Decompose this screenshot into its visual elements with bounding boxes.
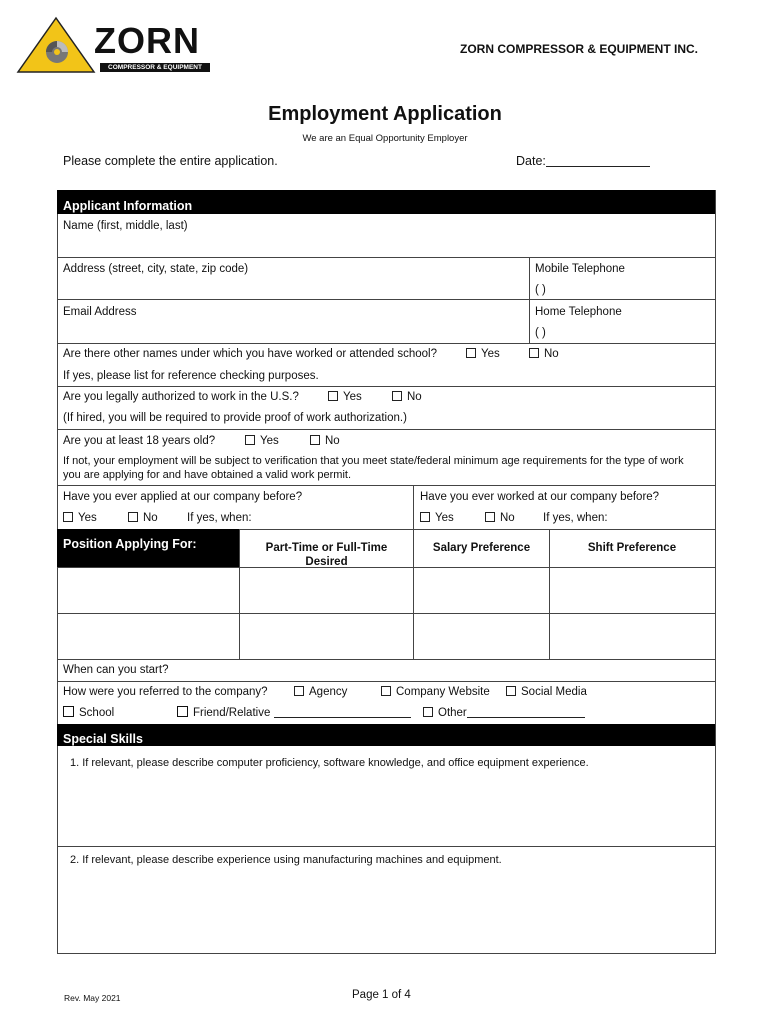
worked-question: Have you ever worked at our company before? bbox=[420, 491, 660, 503]
skills-question-2: 2. If relevant, please describe experience using manufacturing machines and equipment. bbox=[70, 854, 502, 866]
applied-question: Have you ever applied at our company before? bbox=[63, 491, 303, 503]
applied-no[interactable] bbox=[128, 511, 158, 525]
referral-agency[interactable] bbox=[294, 685, 347, 699]
logo-triangle-icon bbox=[16, 16, 96, 74]
checkbox-icon[interactable] bbox=[392, 391, 402, 401]
col-shift-header: Shift Preference bbox=[587, 542, 677, 554]
option-label: No bbox=[544, 348, 559, 360]
section-skills-heading: Special Skills bbox=[63, 732, 143, 746]
logo-tagline: COMPRESSOR & EQUIPMENT bbox=[100, 63, 210, 72]
instruction-text: Please complete the entire application. bbox=[63, 154, 278, 168]
company-name: ZORN COMPRESSOR & EQUIPMENT INC. bbox=[460, 42, 699, 56]
applied-when: If yes, when: bbox=[187, 512, 252, 524]
address-label: Address (street, city, state, zip code) bbox=[63, 263, 249, 275]
referral-social[interactable] bbox=[506, 685, 587, 699]
checkbox-icon[interactable] bbox=[63, 512, 73, 522]
position-row-2[interactable] bbox=[58, 614, 714, 658]
address-input[interactable] bbox=[58, 278, 528, 298]
applied-yes[interactable] bbox=[63, 511, 97, 525]
checkbox-icon[interactable] bbox=[466, 348, 476, 358]
option-label: Yes bbox=[481, 348, 500, 360]
option-label: Yes bbox=[78, 512, 97, 524]
skills-answer-1[interactable] bbox=[58, 772, 714, 845]
date-blank[interactable] bbox=[546, 155, 650, 167]
checkbox-icon[interactable] bbox=[485, 512, 495, 522]
other-names-note: If yes, please list for reference checking purposes. bbox=[63, 370, 319, 382]
section-applicant-information bbox=[57, 190, 715, 214]
col-parttime-line-2: Desired bbox=[305, 556, 348, 568]
checkbox-icon[interactable] bbox=[177, 706, 188, 717]
option-label: Social Media bbox=[521, 686, 587, 698]
col-salary-header: Salary Preference bbox=[432, 542, 531, 554]
age-yes[interactable] bbox=[245, 434, 279, 448]
start-question: When can you start? bbox=[63, 664, 169, 676]
position-heading-cell bbox=[57, 529, 239, 567]
other-names-yes[interactable] bbox=[466, 347, 500, 361]
authorized-question: Are you legally authorized to work in the U.S.? bbox=[63, 391, 299, 403]
option-label: No bbox=[500, 512, 515, 524]
section-special-skills bbox=[57, 724, 715, 746]
other-names-question: Are there other names under which you have worked or attended school? bbox=[63, 348, 437, 360]
option-label: Company Website bbox=[396, 686, 490, 698]
option-label: School bbox=[79, 707, 115, 719]
mobile-label: Mobile Telephone bbox=[535, 263, 625, 275]
option-label: No bbox=[143, 512, 158, 524]
option-label: Yes bbox=[343, 391, 362, 403]
col-parttime-header bbox=[240, 541, 413, 569]
referral-school[interactable] bbox=[63, 706, 114, 720]
checkbox-icon[interactable] bbox=[381, 686, 391, 696]
worked-no[interactable] bbox=[485, 511, 515, 525]
checkbox-icon[interactable] bbox=[420, 512, 430, 522]
checkbox-icon[interactable] bbox=[245, 435, 255, 445]
age-note-line-2: you are applying for and have obtained a valid work permit. bbox=[63, 469, 352, 481]
option-label: Friend/Relative bbox=[193, 707, 271, 719]
page-number: Page 1 of 4 bbox=[352, 989, 411, 1001]
date-label: Date: bbox=[516, 154, 546, 168]
skills-answer-2[interactable] bbox=[58, 870, 714, 950]
other-blank[interactable] bbox=[467, 706, 585, 718]
authorized-no[interactable] bbox=[392, 390, 422, 404]
skills-question-1: 1. If relevant, please describe computer proficiency, software knowledge, and office equipment experience. bbox=[70, 757, 589, 769]
name-input[interactable] bbox=[58, 234, 714, 256]
position-heading: Position Applying For: bbox=[63, 537, 197, 551]
home-input[interactable]: ( ) bbox=[535, 327, 546, 339]
option-label: No bbox=[407, 391, 422, 403]
checkbox-icon[interactable] bbox=[310, 435, 320, 445]
worked-yes[interactable] bbox=[420, 511, 454, 525]
checkbox-icon[interactable] bbox=[294, 686, 304, 696]
name-label: Name (first, middle, last) bbox=[63, 220, 188, 232]
logo-wordmark: ZORN bbox=[94, 20, 200, 61]
home-label: Home Telephone bbox=[535, 306, 622, 318]
company-logo bbox=[16, 16, 212, 76]
referral-website[interactable] bbox=[381, 685, 490, 699]
checkbox-icon[interactable] bbox=[506, 686, 516, 696]
age-note-line-1: If not, your employment will be subject to verification that you meet state/federal minimum age requirements for the type of work bbox=[63, 455, 684, 467]
age-no[interactable] bbox=[310, 434, 340, 448]
email-label: Email Address bbox=[63, 306, 137, 318]
page-subtitle: We are an Equal Opportunity Employer bbox=[302, 133, 468, 144]
revision-date: Rev. May 2021 bbox=[64, 993, 121, 1003]
checkbox-icon[interactable] bbox=[328, 391, 338, 401]
authorized-yes[interactable] bbox=[328, 390, 362, 404]
referral-friend[interactable] bbox=[177, 706, 411, 720]
checkbox-icon[interactable] bbox=[63, 706, 74, 717]
option-label: Other bbox=[438, 707, 467, 719]
worked-when: If yes, when: bbox=[543, 512, 608, 524]
option-label: Agency bbox=[309, 686, 348, 698]
option-label: Yes bbox=[260, 435, 279, 447]
checkbox-icon[interactable] bbox=[529, 348, 539, 358]
option-label: No bbox=[325, 435, 340, 447]
email-input[interactable] bbox=[58, 320, 528, 342]
col-parttime-line-1: Part-Time or Full-Time bbox=[265, 542, 388, 554]
checkbox-icon[interactable] bbox=[128, 512, 138, 522]
checkbox-icon[interactable] bbox=[423, 707, 433, 717]
referred-question: How were you referred to the company? bbox=[63, 686, 268, 698]
position-row-1[interactable] bbox=[58, 568, 714, 612]
referral-other[interactable] bbox=[423, 706, 585, 720]
option-label: Yes bbox=[435, 512, 454, 524]
authorized-note: (If hired, you will be required to provide proof of work authorization.) bbox=[63, 412, 407, 424]
page-title: Employment Application bbox=[268, 103, 502, 125]
mobile-input[interactable]: ( ) bbox=[535, 284, 546, 296]
age-question: Are you at least 18 years old? bbox=[63, 435, 216, 447]
section-applicant-heading: Applicant Information bbox=[63, 199, 193, 213]
date-field[interactable] bbox=[516, 154, 650, 168]
other-names-no[interactable] bbox=[529, 347, 559, 361]
friend-blank[interactable] bbox=[274, 706, 411, 718]
